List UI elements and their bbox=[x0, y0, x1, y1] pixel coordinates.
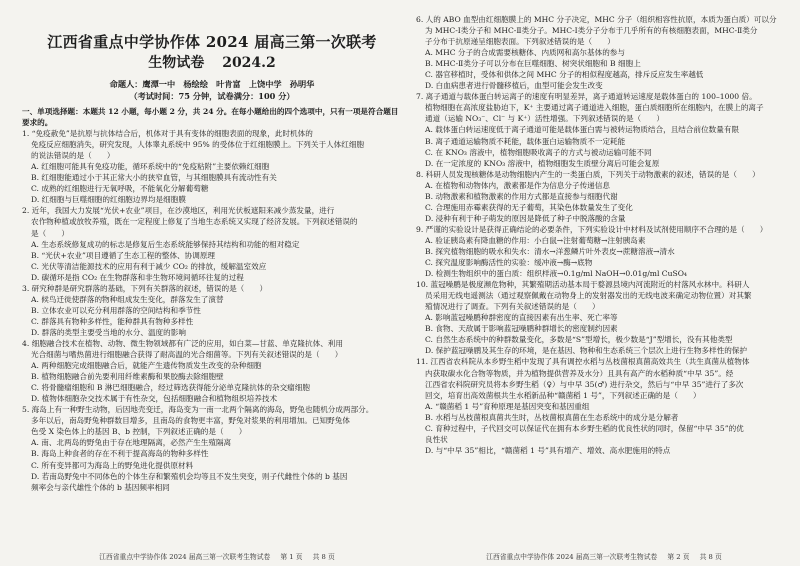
subject-title: 生物试卷 bbox=[148, 55, 205, 71]
footer-text: 江西省重点中学协作体 2024 届高三第一次联考生物试卷 bbox=[99, 553, 271, 561]
answer-option: D. 浸种有利于种子萌发的原因是降低了种子中脱落酸的含量 bbox=[425, 213, 626, 223]
text-line: 回交，培育出高效菌根共生水稻新品种“赣菌稻 1 号”，下列叙述正确的是（ ） bbox=[425, 390, 701, 400]
answer-option: B. “光伏+农业”项目遵循了生态工程的整体、协调原理 bbox=[31, 250, 216, 260]
answer-option: D. 检测生物组织中的蛋白质：组织样液→0.1g/ml NaOH→0.01g/ml CuSO₄ bbox=[425, 269, 687, 279]
answer-option: D. 若南岛野兔中不同体色的个体生存和繁殖机会均等且不发生突变，则子代雌性个体的 b 基因 bbox=[31, 471, 348, 481]
text-line: 殖情况进行了调查。下列有关叙述错误的是（ ） bbox=[425, 302, 600, 312]
answer-option: D. 植物体细胞杂交技术属于有性杂交，包括细胞融合和植物组织培养技术 bbox=[31, 394, 278, 404]
question-stem: 8. 科研人员发现核糖体是动物细胞内产生的一类蛋白质，下列关于动物激素的叙述，错误的是（ ） bbox=[416, 169, 760, 179]
text-line: 的说法错误的是（ ） bbox=[31, 151, 115, 161]
page-total: 共 8 页 bbox=[312, 553, 335, 561]
text-line: 为 MHC-Ⅰ类分子和 MHC-Ⅱ类分子。MHC-Ⅰ类分子分布于几乎所有的有核细胞表面，MHC-Ⅱ类分 bbox=[425, 26, 758, 36]
answer-option: B. 探究植物细胞的吸水和失水：清水→洋葱鳞片叶外表皮→蔗糖溶液→清水 bbox=[425, 246, 675, 256]
page-1-column bbox=[22, 14, 402, 562]
exam-date: 2024.2 bbox=[222, 55, 276, 71]
question-stem: 3. 研究种群是研究群落的基础，下列有关群落的叙述，错误的是（ ） bbox=[22, 283, 268, 293]
answer-option: C. 在 KNO₃ 溶液中，植物细胞吸收离子的方式与被动运输可能不同 bbox=[425, 147, 652, 157]
question-list-right bbox=[416, 14, 782, 456]
exam-subtitle bbox=[22, 54, 402, 72]
answer-option: A. 载体蛋白转运速度低于离子通道可能是载体蛋白需与被转运物质结合，且结合前位数量有限 bbox=[425, 125, 740, 135]
answer-option: B. 食物、天敌属于影响蓝冠噪鹛种群增长的密度制约因素 bbox=[425, 324, 618, 334]
text-line: 良性状 bbox=[425, 434, 448, 444]
answer-option: D. 白血病患者进行骨髓移植后，血型可能会发生改变 bbox=[425, 81, 603, 91]
text-line: 农作物种植或放牧养殖，既在一定程度上修复了当地生态系统又实现了经济发展。下列叙述错误的 bbox=[31, 217, 358, 227]
question-stem: 7. 离子通道与载体蛋白转运离子的速度有明显差异，离子通道转运速度是载体蛋白的 100–1000 倍。 bbox=[416, 92, 757, 102]
question-stem: 1. “免疫赦免”是抗原与抗体结合后，机体对于具有变体的细胞表面的现象，此时机体的 bbox=[22, 129, 313, 139]
answer-option: A. 在植物和动物体内，激素都是作为信息分子传递信息 bbox=[425, 180, 610, 190]
text-line: 江西省农科院研究员将本乡野生稻（♀）与中早 35(♂) 进行杂交，然后与“中早 35”进行了多次 bbox=[425, 379, 744, 389]
answer-option: C. 所有变异都可为海岛上的野兔进化提供原材料 bbox=[31, 460, 194, 470]
answer-option: A. 候鸟迁徙使群落的物种组成发生变化，群落发生了演替 bbox=[31, 294, 224, 304]
exam-meta: （考试时间：75 分钟，试卷满分：100 分） bbox=[129, 91, 295, 101]
text-line: 频率会与亲代雄性个体的 b 基因频率相同 bbox=[31, 482, 170, 492]
answer-option: A. 影响蓝冠噪鹛种群密度的直接因素有出生率、死亡率等 bbox=[425, 313, 618, 323]
answer-option: B. 红细胞能通过小于其正常大小的狭窄血管，与其细胞膜具有流动性有关 bbox=[31, 173, 277, 183]
answer-option: B. 离子通道运输物质不耗能，载体蛋白运输物质不一定耗能 bbox=[425, 136, 626, 146]
text-line: 员采用无线电遥测法（通过观察佩戴在动物身上的发射器发出的无线电波来确定动物位置）对其繁 bbox=[425, 291, 752, 301]
answer-option: D. 红细胞与巨噬细胞的红细胞边界均是细胞膜 bbox=[31, 195, 186, 205]
authors-line: 命题人：鹰潭一中 杨绘绘 叶肯富 上饶中学 孙明华 bbox=[109, 79, 315, 89]
question-stem: 11. 江西省农科院从本乡野生稻中发现了具有调控水稻与丛枝菌根真菌高效共生（共生真菌从植物体 bbox=[416, 357, 750, 367]
answer-option: D. 碳循环是指 CO₂ 在生物群落和非生物环境间循环往复的过程 bbox=[31, 272, 244, 282]
text-line: 内获取碳水化合物等物质，并为植物提供营养及水分）且具有高产的水稻种质“中早 35”。经 bbox=[425, 368, 734, 378]
page-2-column bbox=[416, 14, 782, 562]
answer-option: A. 红细胞可能具有免疫功能，循环系统中的“免疫粘附”主要依赖红细胞 bbox=[31, 162, 270, 172]
answer-option: C. 探究温度影响酶活性的实验：缓冲液→酶→底物 bbox=[425, 258, 593, 268]
answer-option: B. MHC-Ⅱ类分子可以分布在巨噬细胞、树突状细胞和 B 细胞上 bbox=[425, 59, 641, 69]
question-list-left bbox=[22, 128, 402, 493]
answer-option: A. 验证胰岛素有降血糖的作用：小白鼠→注射葡萄糖→注射胰岛素 bbox=[425, 235, 646, 245]
text-line: 免疫反应细胞消失，研究发现，人体睾丸系统中 95% 的受体位于红细胞膜上。下列关于人体红细胞 bbox=[31, 140, 365, 150]
question-stem: 2. 近年，我国大力发展“光伏+农业”项目，在沙漠地区，利用光伏板遮阳来减少蒸发量，进行 bbox=[22, 206, 335, 216]
answer-option: C. 自然生态系统中的种群数量变化，多数是“S”型增长，极少数是“J”型增长，没有其他类型 bbox=[425, 335, 733, 345]
answer-option: C. 育种过程中，子代回交可以保证代在拥有本乡野生稻的优良性状的同时，保留“中早 35”的优 bbox=[425, 423, 744, 433]
answer-option: C. 光伏等清洁能源技术的应用有利于减少 CO₂ 的排放，缓解温室效应 bbox=[31, 261, 267, 271]
answer-option: D. 与“中早 35”相比，“赣菌稻 1 号”具有增产、增效、高水肥施用的特点 bbox=[425, 445, 671, 455]
answer-option: C. 器官移植时，受体和供体之间 MHC 分子的相似程度越高，排斥反应发生率越低 bbox=[425, 70, 704, 80]
page-number: 第 1 页 bbox=[280, 553, 303, 561]
answer-option: C. 成熟的红细胞进行无氧呼吸，不能氧化分解葡萄糖 bbox=[31, 184, 209, 194]
answer-option: A. 生态系统修复成功的标志是修复后生态系统能够保持其结构和功能的相对稳定 bbox=[31, 239, 300, 249]
question-stem: 4. 细胞融合技术在植物、动物、微生物领域都有广泛的应用，如白菜—甘蓝、单克隆抗体、利用 bbox=[22, 338, 343, 348]
answer-option: D. 保护蓝冠噪鹛及其生存的环境，是在基因、物种和生态系统三个层次上进行生物多样性的保护 bbox=[425, 346, 747, 356]
answer-option: A. 南、北两岛的野兔由于存在地理隔离，必然产生生殖隔离 bbox=[31, 438, 232, 448]
answer-option: D. 在一定浓度的 KNO₃ 溶液中，植物细胞发生质壁分离后可能会复原 bbox=[425, 158, 660, 168]
answer-option: C. 将骨髓瘤细胞和 B 淋巴细胞融合，经过筛选获得能分泌单克隆抗体的杂交瘤细胞 bbox=[31, 383, 310, 393]
page-total: 共 8 页 bbox=[699, 553, 722, 561]
text-line: 色受 X 染色体上的基因 B、b 控制，下列叙述正确的是（ ） bbox=[31, 427, 247, 437]
section-heading: 一、单项选择题：本题共 12 小题，每小题 2 分，共 24 分。在每小题给出的四个选项中，只有一项是符合题目要求的。 bbox=[22, 107, 399, 128]
answer-option: B. 植物细胞融合前先要利用纤维素酶和果胶酶去除细胞壁 bbox=[31, 372, 224, 382]
answer-option: C. 群落具有物种多样性，能种群具有物种多样性 bbox=[31, 316, 194, 326]
text-line: 通道（运输 NO₃⁻、Cl⁻ 与 K⁺）活性增强。下列叙述错误的是（ ） bbox=[425, 114, 664, 124]
text-line: 植物细胞在高浓度盐胁迫下，K⁺ 主要通过离子通道进入细胞，蛋白质细胞所在细胞内，在膜上的离子 bbox=[425, 103, 764, 113]
exam-title: 江西省重点中学协作体 2024 届高三第一次联考 bbox=[47, 33, 377, 51]
page-number: 第 2 页 bbox=[667, 553, 690, 561]
text-line: 多年以后，南岛野兔种群数目增多，且南岛的食物更丰富，野兔对浆果的利用增加。已知野兔体 bbox=[31, 416, 350, 426]
answer-option: B. 动物激素和植物激素的作用方式都是直接参与细胞代谢 bbox=[425, 191, 618, 201]
answer-option: A. “赣菌稻 1 号”育种原理是基因突变和基因重组 bbox=[425, 401, 590, 411]
answer-option: B. 立体农业可以充分利用群落的空间结构和季节性 bbox=[31, 305, 201, 315]
footer-text: 江西省重点中学协作体 2024 届高三第一次联考生物试卷 bbox=[486, 553, 658, 561]
page-footer-2 bbox=[416, 552, 782, 562]
question-stem: 10. 蓝冠噪鹛是极度濒危物种，其繁殖期活动基本局于婺源县境内河流附近的村落风水林中。科研人 bbox=[416, 280, 750, 290]
answer-option: B. 水稻与丛枝菌根真菌共生时，丛枝菌根真菌在生态系统中的成分是分解者 bbox=[425, 412, 679, 422]
answer-option: A. 两种细胞完成细胞融合后，就能产生遗传物质发生改变的杂种细胞 bbox=[31, 361, 262, 371]
page-footer-1 bbox=[22, 552, 402, 562]
text-line: 光合细菌与嗜热菌进行细胞融合获得了耐高温的光合细菌等。下列有关叙述错误的是（ ） bbox=[31, 350, 343, 360]
question-stem: 6. 人的 ABO 血型由红细胞膜上的 MHC 分子决定，MHC 分子（组织相容性抗原，本质为蛋白质）可以分 bbox=[416, 15, 777, 24]
answer-option: B. 海岛上种食者的存在不利于提高海岛的物种多样性 bbox=[31, 449, 209, 459]
text-line: 是（ ） bbox=[31, 228, 69, 238]
answer-option: C. 合理施用赤霉素获得的无子葡萄，其染色体数量发生了变化 bbox=[425, 202, 633, 212]
answer-option: A. MHC 分子的合成需要核糖体、内质网和高尔基体的参与 bbox=[425, 48, 625, 58]
question-stem: 9. 严谨的实验设计是获得正确结论的必要条件，下列实验设计中材料及试剂使用顺序不合理的是（ ） bbox=[416, 224, 768, 234]
question-stem: 5. 海岛上有一种野生动物，后因地壳变迁，海岛变为一南一北两个隔离的海岛，野兔也随机分成两部分。 bbox=[22, 405, 374, 415]
text-line: 子分布于抗原递呈细胞表面。下列叙述错误的是（ ） bbox=[425, 37, 615, 47]
answer-option: D. 群落的类型主要受当地的水分、温度的影响 bbox=[31, 327, 186, 337]
